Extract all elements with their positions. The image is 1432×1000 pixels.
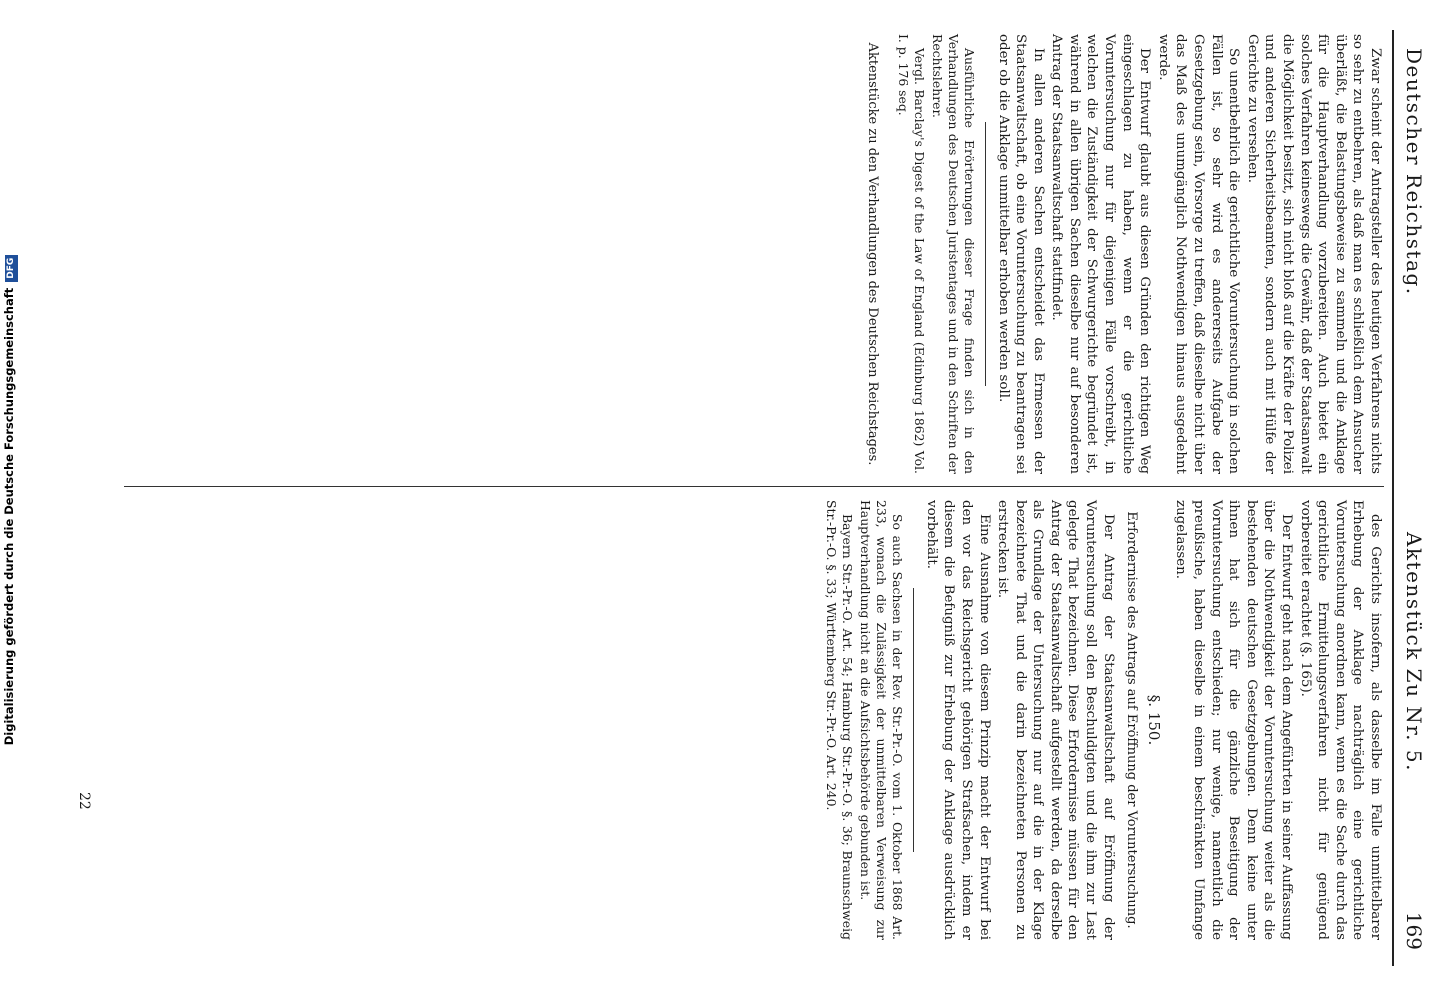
right-paragraph: Der Entwurf geht nach dem Angeführten in seiner Auffassung über die Nothwendigkeit der Voruntersuchung weiter als die bestehenden deutschen Gesetzgebungen. Denn keine unter ihnen hat sich für die gänzliche Beseitigung der Voruntersuchung entschieden; nur wenige, namentlich die preußische, haben dieselbe in einem beschränkten Umfange zugelassen. (1173, 500, 1295, 940)
bottom-page-number: 22 (76, 792, 92, 810)
header-page-number: 169 (1402, 911, 1426, 950)
column-divider (124, 486, 1384, 487)
footnote: Ausführliche Erörterungen dieser Frage finden sich in den Verhandlungen des Deutschen Juristentages und in den Schriften der Rechtslehrer. (929, 34, 977, 474)
left-column (863, 34, 1384, 474)
left-paragraph: In allen anderen Sachen entscheidet das Ermessen der Staatsanwaltschaft, ob eine Voruntersuchung zu beantragen sei oder ob die Anklage unmittelbar erhoben werden soll. (995, 34, 1046, 474)
section-paragraph: Eine Ausnahme von diesem Prinzip macht der Entwurf bei den vor das Reichsgericht gehörigen Strafsachen, indem er diesem die Befugniß zur Erhebung der Anklage ausdrücklich vorbehält. (923, 500, 992, 940)
credit-text: Digitalisierung gefördert durch die Deutsche Forschungsgemeinschaft (2, 287, 16, 746)
footnote: So auch Sachsen in der Rev. Str.-Pr.-O. vom 1. Oktober 1868 Art. 233, wonach die Zulässigkeit der unmittelbaren Verweisung zur Hauptverhandlung nicht an die Aufsichtsbehörde gebunden ist. (858, 500, 906, 940)
rotated-document-page (37, 12, 1432, 972)
right-footnotes (823, 500, 905, 940)
dfg-logo-badge: DFG (5, 255, 18, 282)
right-paragraph: des Gerichts insofern, als dasselbe im Falle unmittelbarer Erhebung der Anklage nachträglich eine gerichtliche Voruntersuchung anordnen kann, wenn es die Sache durch das gerichtliche Ermittelungsverfahren nicht für genügend vorbereitet erachtet (§. 165). (1297, 500, 1383, 940)
footnote-separator (913, 588, 914, 852)
section-paragraph: Der Antrag der Staatsanwaltschaft auf Eröffnung der Voruntersuchung soll den Beschuldigten und die ihm zur Last gelegte That bezeichnen. Diese Erfordernisse müssen für den Antrag der Staatsanwaltschaft aufgestellt werden, da derselbe als Grundlage der Untersuchung nur auf die in der Klage bezeichnete That und die darin bezeichneten Personen zu erstrecken ist. (995, 500, 1116, 940)
left-paragraph: Zwar scheint der Antragsteller des heutigen Verfahrens nichts so sehr zu entbehren, als daß man es schließlich dem Ansucher überläßt, die Belastungsbeweise zu sammeln und die Anklage für die Hauptverhandlung vorzubereiten. Auch bietet ein solches Verfahren keineswegs die Gewähr, daß der Staatsanwalt die Möglichkeit besitzt, sich nicht bloß auf die Kräfte der Polizei und anderen Sicherheitsbeamten, sondern auch mit Hülfe der Gerichte zu versehen. (1244, 34, 1383, 474)
left-footnotes (895, 34, 977, 474)
header-journal-title: Deutscher Reichstag. (1402, 48, 1426, 296)
digitization-credit (1, 0, 17, 1000)
header-rule (1392, 30, 1394, 966)
section-title: Erfordernisse des Antrags auf Eröffnung der Voruntersuchung. (1124, 511, 1140, 929)
footnote: Bayern Str.-Pr.-O. Art. 54; Hamburg Str.-Pr.-O. §. 36; Braunschweig Str.-Pr.-O. §. 33; Württemberg Str.-Pr.-O. Art. 240. (824, 500, 856, 940)
right-column (821, 500, 1384, 940)
left-paragraph: So unentbehrlich die gerichtliche Voruntersuchung in solchen Fällen ist, so sehr wird es andererseits Aufgabe der Gesetzgebung sein, Vorsorge zu treffen, daß dieselbe nicht über das Maß des unumgänglich Nothwendigen hinaus ausgedehnt werde. (1155, 34, 1242, 474)
footnote-separator (985, 122, 986, 386)
footnote: Vergl. Barclay's Digest of the Law of England (Edinburg 1862) Vol. I. p. 176 seq. (895, 34, 927, 474)
left-paragraph: Der Entwurf glaubt aus diesen Gründen den richtigen Weg eingeschlagen zu haben, wenn er die gerichtliche Voruntersuchung nur für diejenigen Fälle vorschreibt, in welchen die Zuständigkeit der Schwurgerichte begründet ist, während in allen übrigen Sachen dieselbe nur auf besonderen Antrag der Staatsanwaltschaft stattfindet. (1049, 34, 1153, 474)
header-document-reference: Aktenstück Zu Nr. 5. (1402, 532, 1426, 772)
source-line: Aktenstücke zu den Verhandlungen des Deutschen Reichstages. (864, 42, 880, 466)
section-number: §. 150. (1144, 694, 1163, 746)
